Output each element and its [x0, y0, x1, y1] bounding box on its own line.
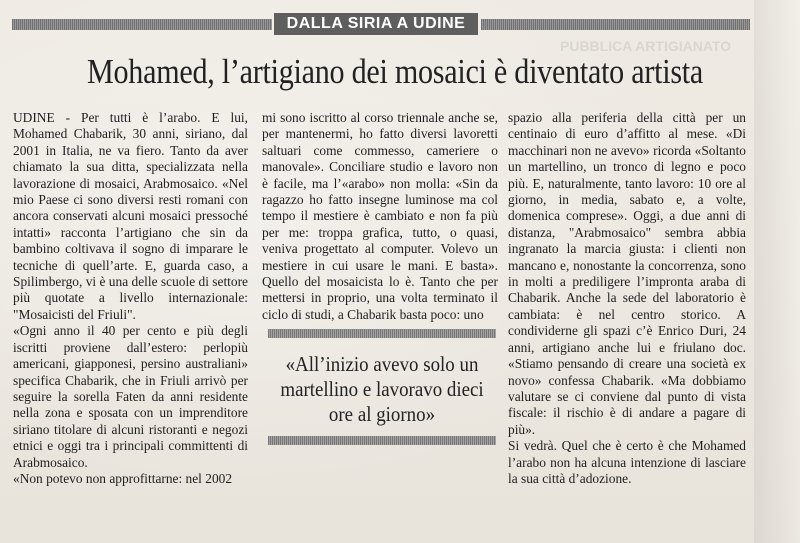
kicker-rule-right [481, 19, 750, 30]
pullquote-rule-top [268, 329, 496, 338]
article-column-3 [508, 110, 746, 487]
paragraph: UDINE - Per tutti è l’arabo. E lui, Mohamed Chabarik, 30 anni, siriano, dal 2001 in Italia, ne va fiero. Tanto da aver chiamato la sua ditta, specializzata nella lavorazione di mosaici, Arabmosaico. «Nel mio Paese ci sono diversi resti romani con ancora conservati alcuni mosaici pressoché intatti» racconta l’artigiano che sin da bambino coltivava il sogno di imparare le tecniche di quell’arte. E, guarda caso, a Spilimbergo, vi è una delle scuole di settore più quotate a livello internazionale: "Mosaicisti del Friuli". [13, 110, 248, 322]
pullquote: «All’inizio avevo solo un martellino e lavoravo dieci ore al giorno» [280, 352, 484, 426]
headline: Mohamed, l’artigiano dei mosaici è diventato artista [86, 52, 703, 91]
article-column-2 [262, 110, 498, 323]
paragraph: «Ogni anno il 40 per cento e più degli iscritti proviene dall’estero: perlopiù americani, giapponesi, persino australiani» specifica Chabarik, che in Friuli arrivò per seguire la sorella Faten da anni residente nella zona e sposata con un imprenditore siriano titolare di alcuni ristoranti e negozi etnici e oggi tra i principali committenti di Arabmosaico. [13, 323, 248, 470]
paragraph: Si vedrà. Quel che è certo è che Mohamed l’arabo non ha alcuna intenzione di lasciare la sua città d’adozione. [508, 438, 746, 486]
paragraph: mi sono iscritto al corso triennale anche se, per mantenermi, ho fatto diversi lavoretti saltuari come commesso, cameriere o manovale». Conciliare studio e lavoro non è facile, ma l’«arabo» non molla: «Sin da ragazzo ho fatto insegne luminose ma col tempo il mestiere è cambiato e non fa più per me: troppa grafica, tutto, o quasi, veniva progettato al computer. Volevo un mestiere in cui usare le mani. E basta». Quello del mosaicista lo è. Tanto che per mettersi in proprio, una volta terminato il ciclo di studi, a Chabarik basta poco: uno [262, 110, 498, 322]
pullquote-rule-bottom [268, 436, 496, 445]
article-column-1 [13, 110, 248, 487]
paragraph: spazio alla periferia della città per un centinaio di euro d’affitto al mese. «Di macchinari non ne avevo» ricorda «Soltanto un martellino, un tronco di legno e poco più. E, naturalmente, tanto lavoro: 10 ore al giorno, in media, sabato e, a volte, domenica comprese». Oggi, a due anni di distanza, "Arabmosaico" sembra abbia ingranato la marcia giusta: i clienti non mancano e, nonostante la concorrenza, sono in molti a prediligere l’impronta araba di Chabarik. Anche la sede del laboratorio è cambiata: è nel centro storico. A condividerne gli spazi c’è Enrico Duri, 24 anni, artigiano anche lui e friulano doc. «Stiamo pensando di creare una società ex novo» confessa Chabarik. «Ma dobbiamo valutare se ci conviene dal punto di vista fiscale: il rischio è di andare a pagare di più». [508, 110, 746, 437]
paragraph: «Non potevo non approfittarne: nel 2002 [13, 470, 233, 486]
kicker-rule-left [12, 19, 272, 30]
show-through-text: PUBBLICA ARTIGIANATO [560, 38, 732, 54]
kicker-label: DALLA SIRIA A UDINE [274, 13, 478, 35]
